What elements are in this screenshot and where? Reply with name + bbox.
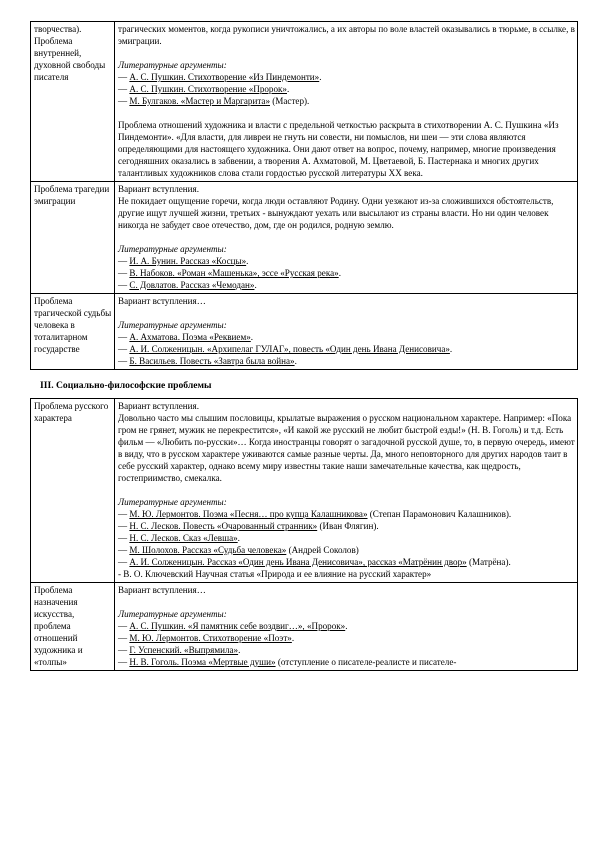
argument-item: — А. С. Пушкин. «Я памятник себе воздвиг…», «Пророк». bbox=[118, 621, 348, 631]
argument-item: — М. Ю. Лермонтов. Поэма «Песня… про купца Калашникова» (Степан Парамонович Калашников). bbox=[118, 509, 512, 519]
arguments-heading: Литературные аргументы: bbox=[118, 497, 227, 507]
argument-link[interactable]: Н. В. Гоголь. Поэма «Мертвые души» bbox=[129, 657, 276, 667]
intro-text: Довольно часто мы слышим пословицы, крылатые выражения о русском национальном характере. Например: «Пока гром не грянет, мужик не перекрестится», «И какой же русский не любит быстрой езды!» (Н. В. Гоголь) и т.д. Есть фильм — «Любить по-русски»… Когда иностранцы говорят о загадочной русской душе, то, в первую очередь, имеют в виду, что в русском характере уживаются самые разные черты. Да, много неповторного для других народов таит в себе русский характер, однако всему миру известны такие наши замечательные качества, как щедрость, гостеприимство, смекалка. bbox=[118, 413, 575, 483]
problems-table-part-3 bbox=[30, 398, 578, 671]
argument-link[interactable]: М. Ю. Лермонтов. Поэма «Песня… про купца Калашникова» bbox=[129, 509, 368, 519]
arguments-heading: Литературные аргументы: bbox=[118, 609, 227, 619]
argument-link[interactable]: М. Шолохов. Рассказ «Судьба человека» bbox=[129, 545, 287, 555]
content-cell bbox=[115, 294, 578, 370]
argument-link[interactable]: А. И. Солженицын. Рассказ «Один день Ивана Денисовича», рассказ «Матрёнин двор» bbox=[129, 557, 467, 567]
argument-item: — В. Набоков. «Роман «Машенька», эссе «Русская река». bbox=[118, 268, 341, 278]
arguments-heading: Литературные аргументы: bbox=[118, 320, 227, 330]
argument-item: — А. И. Солженицын. Рассказ «Один день Ивана Денисовича», рассказ «Матрёнин двор» (Матрёна). bbox=[118, 557, 511, 567]
problem-cell: творчества). Проблема внутренней, духовной свободы писателя bbox=[31, 22, 115, 182]
argument-link[interactable]: А. С. Пушкин. Стихотворение «Пророк» bbox=[129, 84, 287, 94]
argument-link[interactable]: Г. Успенский. «Выпрямила» bbox=[129, 645, 239, 655]
argument-link[interactable]: А. И. Солженицын. «Архипелаг ГУЛАГ», повесть «Один день Ивана Денисовича» bbox=[129, 344, 450, 354]
argument-item: — С. Довлатов. Рассказ «Чемодан». bbox=[118, 280, 257, 290]
extra-text: Проблема отношений художника и власти с предельной четкостью раскрыта в стихотворении А. С. Пушкина «Из Пиндемонти». «Для власти, для ливреи не гнуть ни совести, ни помыслов, ни шеи — эти слова являются определяющими для настоящего художника. Они дают ответ на вопрос, почему, например, многие произведения сегодняшних оказались в забвении, а творения А. Ахматовой, М. Цветаевой, Б. Пастернака и многих других талантливых художников слова стали гордостью русской литературы XX века. bbox=[118, 120, 559, 178]
argument-item: — М. Ю. Лермонтов. Стихотворение «Поэт». bbox=[118, 633, 295, 643]
argument-link[interactable]: М. Булгаков. «Мастер и Маргарита» bbox=[129, 96, 270, 106]
argument-link[interactable]: И. А. Бунин. Рассказ «Косцы» bbox=[129, 256, 247, 266]
argument-item: — А. И. Солженицын. «Архипелаг ГУЛАГ», повесть «Один день Ивана Денисовича». bbox=[118, 344, 453, 354]
argument-link[interactable]: А. С. Пушкин. «Я памятник себе воздвиг…», «Пророк» bbox=[129, 621, 346, 631]
argument-item: — М. Шолохов. Рассказ «Судьба человека» (Андрей Соколов) bbox=[118, 545, 359, 555]
content-cell bbox=[115, 182, 578, 294]
content-cell bbox=[115, 583, 578, 671]
content-cell bbox=[115, 22, 578, 182]
problem-cell: Проблема назначения искусства, проблема отношений художника и «толпы» bbox=[31, 583, 115, 671]
intro-text: трагических моментов, когда рукописи уничтожались, а их авторы по воле властей оказывались в тюрьме, в ссылке, в эмиграции. bbox=[118, 24, 575, 46]
argument-item: — А. С. Пушкин. Стихотворение «Из Пиндемонти». bbox=[118, 72, 322, 82]
argument-link[interactable]: В. Набоков. «Роман «Машенька», эссе «Русская река» bbox=[129, 268, 339, 278]
problem-cell: Проблема русского характера bbox=[31, 399, 115, 583]
argument-item: — И. А. Бунин. Рассказ «Косцы». bbox=[118, 256, 249, 266]
argument-item: — Н. С. Лесков. Сказ «Левша». bbox=[118, 533, 240, 543]
problems-table-part-2 bbox=[30, 21, 578, 370]
note-text: - В. О. Ключевский Научная статья «Природа и ее влияние на русский характер» bbox=[118, 569, 432, 579]
argument-link[interactable]: Н. С. Лесков. Сказ «Левша» bbox=[129, 533, 238, 543]
problem-cell: Проблема трагической судьбы человека в тоталитарном государстве bbox=[31, 294, 115, 370]
table-row bbox=[31, 583, 578, 671]
content-cell bbox=[115, 399, 578, 583]
arguments-heading: Литературные аргументы: bbox=[118, 244, 227, 254]
problem-cell: Проблема трагедии эмиграции bbox=[31, 182, 115, 294]
table-row bbox=[31, 22, 578, 182]
argument-item: — А. Ахматова. Поэма «Реквием». bbox=[118, 332, 254, 342]
section-heading: III. Социально-философские проблемы bbox=[40, 380, 212, 391]
argument-item: — А. С. Пушкин. Стихотворение «Пророк». bbox=[118, 84, 290, 94]
argument-link[interactable]: А. С. Пушкин. Стихотворение «Из Пиндемонти» bbox=[129, 72, 320, 82]
argument-item: — Н. В. Гоголь. Поэма «Мертвые души» (отступление о писателе-реалисте и писателе- bbox=[118, 657, 457, 667]
argument-link[interactable]: С. Довлатов. Рассказ «Чемодан» bbox=[129, 280, 255, 290]
variant-label: Вариант вступления… bbox=[118, 585, 206, 595]
intro-text: Не покидает ощущение горечи, когда люди оставляют Родину. Одни уезжают из-за сложившихся обстоятельств, другие ищут лучшей жизни, третьих - вынуждают уехать или высылают из страны власти. Но ни один человек никогда не забудет свое отечество, дом, где он родился, родную землю. bbox=[118, 196, 554, 230]
argument-link[interactable]: Б. Васильев. Повесть «Завтра была война» bbox=[129, 356, 295, 366]
variant-label: Вариант вступления… bbox=[118, 296, 206, 306]
table-row bbox=[31, 182, 578, 294]
variant-label: Вариант вступления. bbox=[118, 401, 199, 411]
argument-item: — Н. С. Лесков. Повесть «Очарованный странник» (Иван Флягин). bbox=[118, 521, 379, 531]
argument-link[interactable]: М. Ю. Лермонтов. Стихотворение «Поэт» bbox=[129, 633, 292, 643]
variant-label: Вариант вступления. bbox=[118, 184, 199, 194]
argument-item: — Г. Успенский. «Выпрямила». bbox=[118, 645, 241, 655]
document-page bbox=[30, 21, 578, 671]
table-row bbox=[31, 294, 578, 370]
argument-item: — М. Булгаков. «Мастер и Маргарита» (Мастер). bbox=[118, 96, 310, 106]
argument-link[interactable]: А. Ахматова. Поэма «Реквием» bbox=[129, 332, 251, 342]
argument-link[interactable]: Н. С. Лесков. Повесть «Очарованный странник» bbox=[129, 521, 318, 531]
arguments-heading: Литературные аргументы: bbox=[118, 60, 227, 70]
table-row bbox=[31, 399, 578, 583]
argument-item: — Б. Васильев. Повесть «Завтра была война». bbox=[118, 356, 297, 366]
